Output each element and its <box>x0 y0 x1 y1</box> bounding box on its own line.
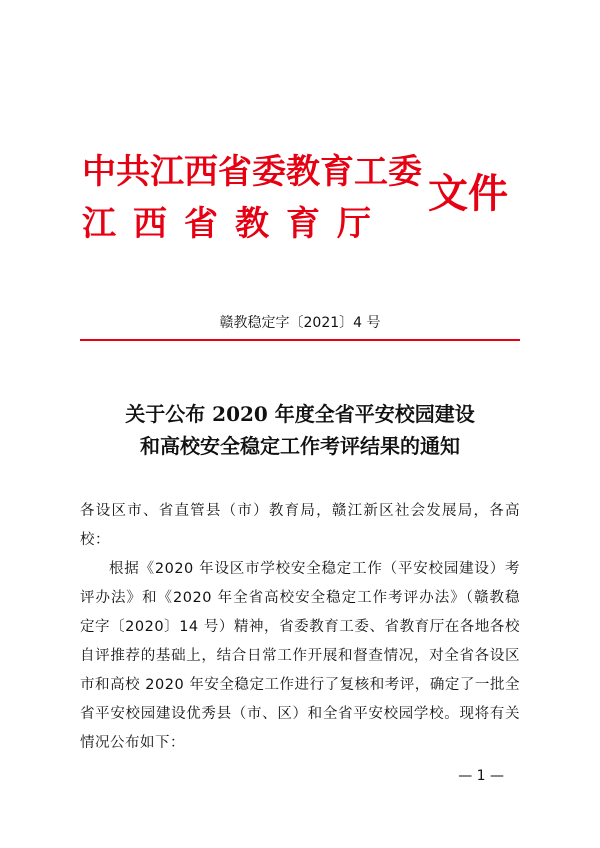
document-number: 赣教稳定字〔2021〕4 号 <box>219 315 381 331</box>
salutation: 各设区市、省直管县（市）教育局，赣江新区社会发展局，各高校： <box>80 503 520 548</box>
issuer-line-1: 中共江西省委教育工委 <box>82 152 422 192</box>
notice-title <box>0 398 600 462</box>
document-suffix: 文件 <box>428 171 508 217</box>
issuer-line-2: 江西省教育厅 <box>82 204 388 244</box>
notice-body <box>80 497 520 758</box>
page-number: — 1 — <box>458 768 504 784</box>
title-line-2: 和高校安全稳定工作考评结果的通知 <box>140 434 460 458</box>
red-divider <box>80 339 520 341</box>
issuing-authorities <box>82 146 422 250</box>
title-line-1: 关于公布 2020 年度全省平安校园建设 <box>125 402 475 426</box>
paragraph-1: 根据《2020 年设区市学校安全稳定工作（平安校园建设）考评办法》和《2020 年全省高校安全稳定工作考评办法》（赣教稳定字〔2020〕14 号）精神，省委教育工委、省教育厅在各地各校自评推荐的基础上，结合日常工作开展和督查情况，对全省各设区市和高校 2020 年安全稳定工作进行了复核和考评，确定了一批全省平安校园建设优秀县（市、区）和全省平安校园学校。现将有关情况公布如下： <box>80 561 520 751</box>
